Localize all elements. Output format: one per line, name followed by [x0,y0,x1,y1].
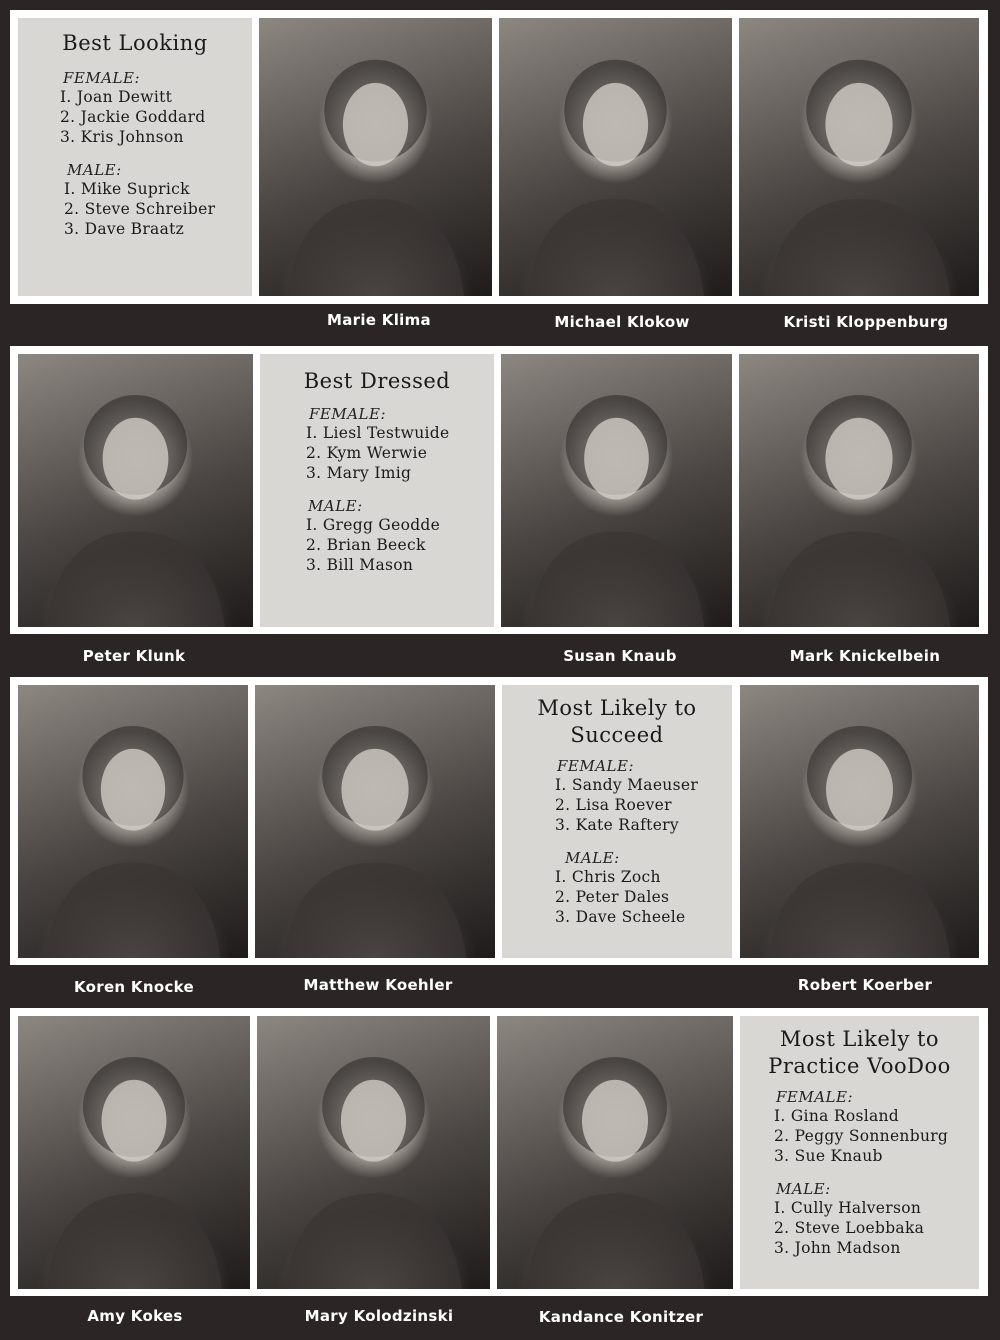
student-name: Amy Kokes [87,1307,183,1325]
list-item: 3. Dave Scheele [555,908,686,926]
list-item: 2. Brian Beeck [306,536,426,554]
portrait-photo [739,18,979,296]
award-title: Best Looking [62,31,208,55]
student-name: Kandance Konitzer [538,1308,704,1326]
male-list [774,1198,979,1258]
student-name: Koren Knocke [74,978,194,996]
award-title: Best Dressed [303,369,451,393]
list-item: I. Sandy Maeuser [555,776,699,794]
student-name: Matthew Koehler [303,976,453,994]
list-item: 2. Peter Dales [555,888,670,906]
female-label: FEMALE: [63,69,141,87]
award-title-line-1: Most Likely to [537,696,697,720]
portrait-silhouette-icon [18,354,253,627]
female-list [555,775,732,835]
list-item: I. Liesl Testwuide [306,424,450,442]
male-label: MALE: [565,849,620,867]
portrait-silhouette-icon [739,354,979,627]
list-item: I. Chris Zoch [555,868,661,886]
female-label: FEMALE: [557,757,635,775]
list-item: 3. Mary Imig [306,464,412,482]
portrait-photo [499,18,732,296]
portrait-photo [18,685,248,958]
portrait-photo [740,685,979,958]
male-list [64,179,252,239]
female-label: FEMALE: [776,1088,854,1106]
list-item: I. Mike Suprick [64,180,190,198]
student-name: Peter Klunk [82,647,186,665]
portrait-silhouette-icon [18,685,248,958]
list-item: 2. Steve Schreiber [64,200,216,218]
list-item: I. Gina Rosland [774,1107,900,1125]
male-label: MALE: [776,1180,831,1198]
award-most-likely-to-practice-voodoo [740,1016,979,1289]
list-item: 3. Bill Mason [306,556,414,574]
male-list [306,515,494,575]
portrait-photo [739,354,979,627]
student-name: Mark Knickelbein [789,647,941,665]
award-most-likely-to-succeed [502,685,732,958]
student-name: Kristi Kloppenburg [783,313,949,331]
portrait-silhouette-icon [257,1016,490,1289]
list-item: 2. Lisa Roever [555,796,672,814]
portrait-silhouette-icon [501,354,732,627]
student-name: Mary Kolodzinski [304,1307,454,1325]
list-item: 3. Sue Knaub [774,1147,883,1165]
male-label: MALE: [308,497,363,515]
list-item: I. Joan Dewitt [60,88,173,106]
student-name: Susan Knaub [563,647,677,665]
male-label: MALE: [67,161,122,179]
list-item: 3. Kate Raftery [555,816,679,834]
portrait-photo [257,1016,490,1289]
portrait-silhouette-icon [740,685,979,958]
list-item: 2. Peggy Sonnenburg [774,1127,949,1145]
list-item: I. Cully Halverson [774,1199,922,1217]
list-item: 2. Jackie Goddard [60,108,206,126]
portrait-photo [501,354,732,627]
award-title-line-1: Most Likely to [779,1027,940,1051]
list-item: 3. Kris Johnson [60,128,184,146]
award-best-dressed [260,354,494,627]
portrait-silhouette-icon [499,18,732,296]
portrait-photo [18,1016,250,1289]
portrait-photo [497,1016,733,1289]
student-name: Marie Klima [327,311,431,329]
portrait-silhouette-icon [255,685,495,958]
portrait-silhouette-icon [739,18,979,296]
portrait-photo [255,685,495,958]
female-list [60,87,252,147]
award-title-line-2: Practice VooDoo [768,1054,951,1078]
portrait-photo [259,18,492,296]
award-title-line-2: Succeed [570,723,664,747]
list-item: I. Gregg Geodde [306,516,441,534]
award-best-looking [18,18,252,296]
list-item: 2. Kym Werwie [306,444,428,462]
list-item: 3. Dave Braatz [64,220,185,238]
female-label: FEMALE: [309,405,387,423]
portrait-silhouette-icon [259,18,492,296]
female-list [774,1106,979,1166]
portrait-photo [18,354,253,627]
list-item: 3. John Madson [774,1239,901,1257]
portrait-silhouette-icon [18,1016,250,1289]
student-name: Robert Koerber [797,976,933,994]
female-list [306,423,494,483]
portrait-silhouette-icon [497,1016,733,1289]
list-item: 2. Steve Loebbaka [774,1219,925,1237]
male-list [555,867,732,927]
student-name: Michael Klokow [554,313,690,331]
